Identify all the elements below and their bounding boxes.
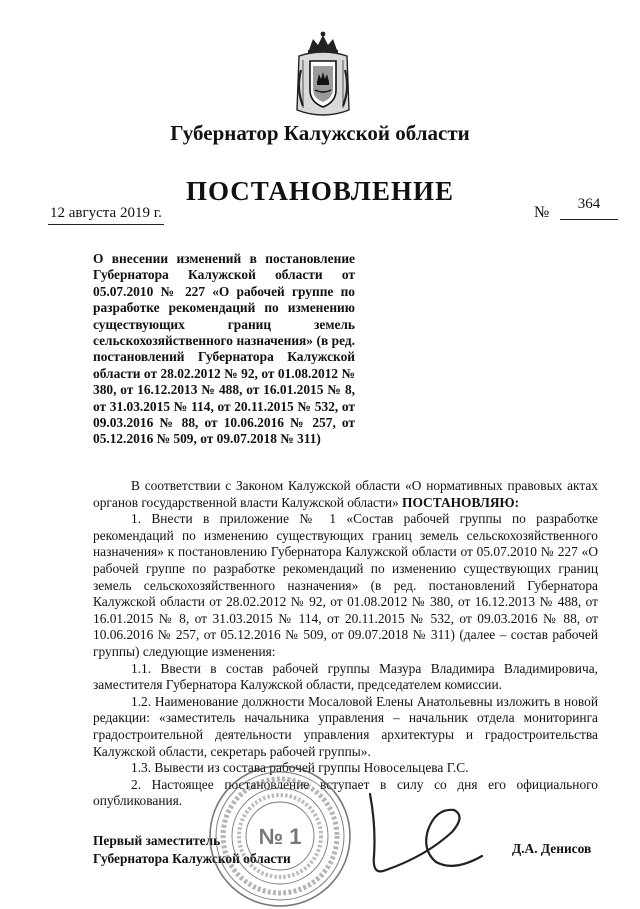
coat-of-arms-emblem: [293, 30, 353, 118]
body-paragraph: 1.3. Вывести из состава рабочей группы Новосельцева Г.С.: [131, 760, 469, 776]
body-paragraph: 1.1. Ввести в состав рабочей группы Мазура Владимира Владимировича, заместителя Губернатора Калужской области, председателем комиссии.: [93, 660, 598, 693]
preamble-paragraph: [93, 478, 598, 511]
document-type-heading: ПОСТАНОВЛЕНИЕ: [185, 176, 455, 206]
signatory-name: Д.А. Денисов: [512, 841, 592, 856]
official-seal: [207, 763, 353, 909]
document-number: 364: [560, 196, 618, 220]
signatory-title-line: Губернатора Калужской области: [93, 851, 291, 866]
signatory-title-line: Первый заместитель: [93, 833, 221, 848]
seal-number: № 1: [258, 824, 302, 849]
body-paragraph: 1. Внести в приложение № 1 «Состав рабочей группы по разработке рекомендаций по изменению существующих границ земель сельскохозяйственного назначения» к постановлению Губернатора Калужской области от 05.07.2010 № 227 «О рабочей группе по разработке рекомендаций по изменению существующих границ земель сельскохозяйственного назначения» (в ред. постановлений Губернатора Калужской области от 28.02.2012 № 92, от 01.08.2012 № 380, от 16.12.2013 № 488, от 16.01.2015 № 8, от 31.03.2015 № 114, от 20.11.2015 № 532, от 09.03.2016 № 88, от 10.06.2016 № 257, от 05.12.2016 № 509, от 09.07.2018 № 311) (далее – состав рабочей группы) следующие изменения:: [93, 511, 598, 659]
handwritten-signature: [356, 786, 496, 882]
body-paragraph: 2. Настоящее постановление вступает в силу со дня его официального опубликования.: [93, 776, 598, 809]
issuer-title: Губернатор Калужской области: [170, 121, 470, 145]
document-date: 12 августа 2019 г.: [48, 205, 164, 225]
document-subject: О внесении изменений в постановление Губернатора Калужской области от 05.07.2010 № 227 «О рабочей группе по разработке рекомендаций по изменению существующих границ земель сельскохозяйственного назначения» (в ред. постановлений Губернатора Калужской области от 28.02.2012 № 92, от 01.08.2012 № 380, от 16.12.2013 № 488, от 16.01.2015 № 8, от 31.03.2015 № 114, от 20.11.2015 № 532, от 09.03.2016 № 88, от 10.06.2016 № 257, от 05.12.2016 № 509, от 09.07.2018 № 311): [93, 251, 355, 447]
number-sign: №: [534, 204, 550, 221]
document-number-block: [534, 196, 620, 224]
preamble-keyword: ПОСТАНОВЛЯЮ:: [402, 494, 520, 510]
preamble-text: В соответствии с Законом Калужской области «О нормативных правовых актах органов государственной власти Калужской области»: [93, 478, 598, 510]
body-paragraph: 1.2. Наименование должности Мосаловой Елены Анатольевны изложить в новой редакции: «заместитель начальника управления – начальник отдела мониторинга градостроительной деятельности управления архитектуры и градостроительства Калужской области, секретарь рабочей группы».: [93, 693, 598, 759]
document-body: [93, 478, 598, 810]
